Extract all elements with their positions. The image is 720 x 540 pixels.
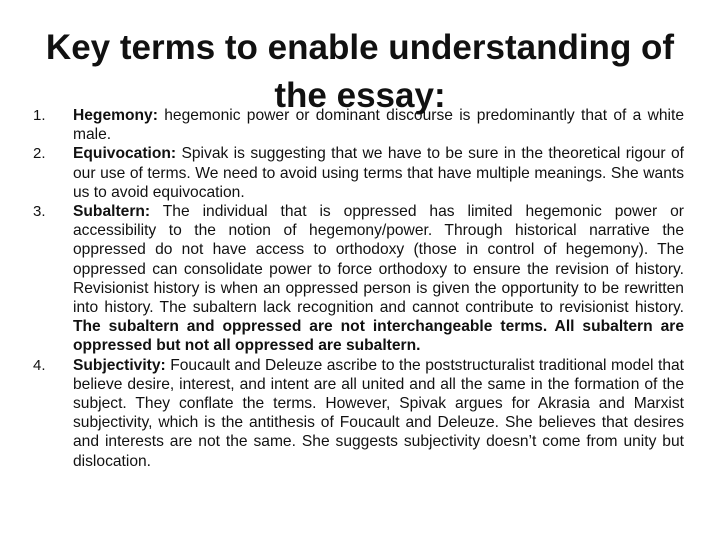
list-number: 3. xyxy=(33,203,46,221)
slide-title: Key terms to enable understanding of the essay: xyxy=(45,28,675,115)
term-hegemony: Hegemony: xyxy=(73,107,158,124)
definition-subjectivity: Foucault and Deleuze ascribe to the poststructuralist traditional model that believe desire, interest, and intent are all united and all the same in the formation of the subject. They conflate the terms. However, Spivak argues for Akrasia and Marxist subjectivity, which is the antithesis of Foucault and Deleuze. She believes that desires and interests are not the same. She suggests subjectivity doesn’t come from unity but dislocation. xyxy=(73,356,684,470)
list-item-equivocation xyxy=(0,144,720,202)
term-subaltern: Subaltern: xyxy=(73,203,151,221)
term-equivocation: Equivocation: xyxy=(73,145,177,163)
list-item-text xyxy=(73,106,684,144)
list-item-subjectivity xyxy=(0,356,720,471)
list-number: 2. xyxy=(33,145,46,163)
definition-hegemony: hegemonic power or dominant discourse is predominantly that of a white male. xyxy=(73,107,684,144)
list-item-hegemony xyxy=(0,106,720,144)
list-item-text xyxy=(73,356,684,471)
subaltern-emphasis: The subaltern and oppressed are not interchangeable terms. All subaltern are oppressed but not all oppressed are subaltern. xyxy=(73,318,684,355)
list-item-text xyxy=(73,144,684,202)
definition-equivocation: Spivak is suggesting that we have to be sure in the theoretical rigour of our use of terms. We need to avoid using terms that have multiple meanings. She wants us to avoid equivocation. xyxy=(73,145,684,201)
list-item-subaltern xyxy=(0,202,720,356)
list-number: 1. xyxy=(33,107,46,124)
key-terms-list xyxy=(0,106,720,471)
list-item-text xyxy=(73,202,684,356)
definition-subaltern: The individual that is oppressed has limited hegemonic power or accessibility to the notion of hegemony/power. Through historical narrative the oppressed do not have access to orthodoxy (those in control of hegemony). The oppressed can consolidate power to force orthodoxy to ensure the revision of history. Revisionist history is when an oppressed person is given the opportunity to be rewritten into history. The subaltern lack recognition and cannot contribute to revisionist history. xyxy=(73,203,684,317)
term-subjectivity: Subjectivity: xyxy=(73,356,166,374)
list-number: 4. xyxy=(33,356,46,374)
